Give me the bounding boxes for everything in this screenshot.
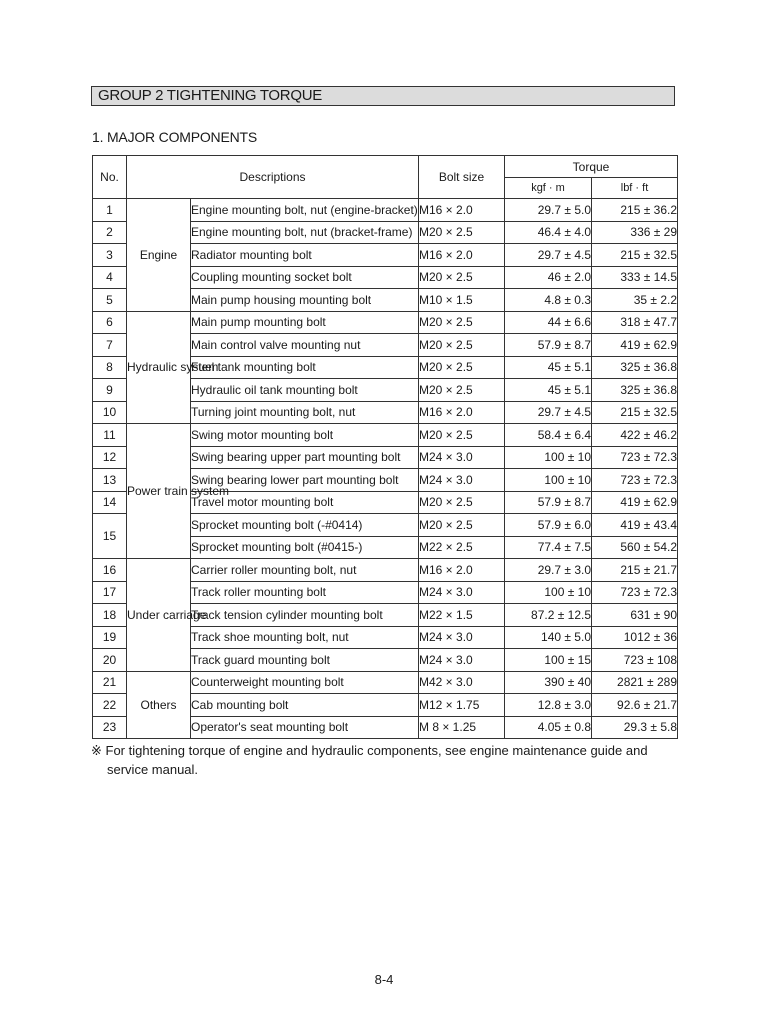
header-no: No.	[93, 156, 127, 199]
cell-torque-lbf: 723 ± 108	[592, 649, 678, 672]
section-title: 1. MAJOR COMPONENTS	[92, 129, 257, 145]
cell-torque-lbf: 318 ± 47.7	[592, 311, 678, 334]
cell-no: 17	[93, 581, 127, 604]
header-kgf: kgf · m	[505, 178, 592, 199]
cell-torque-kgf: 100 ± 10	[505, 469, 592, 492]
cell-no: 9	[93, 379, 127, 402]
cell-bolt-size: M20 × 2.5	[419, 424, 505, 447]
cell-torque-lbf: 723 ± 72.3	[592, 446, 678, 469]
cell-torque-lbf: 419 ± 62.9	[592, 334, 678, 357]
cell-torque-lbf: 2821 ± 289	[592, 671, 678, 694]
cell-no: 20	[93, 649, 127, 672]
cell-no: 18	[93, 604, 127, 627]
cell-no: 8	[93, 356, 127, 379]
cell-no: 10	[93, 401, 127, 424]
cell-torque-kgf: 140 ± 5.0	[505, 626, 592, 649]
cell-group: Engine	[127, 199, 191, 312]
cell-description: Main pump mounting bolt	[191, 311, 419, 334]
cell-description: Radiator mounting bolt	[191, 244, 419, 267]
table-row	[93, 559, 678, 582]
cell-group: Under carriage	[127, 559, 191, 672]
cell-no: 21	[93, 671, 127, 694]
page-number: 8-4	[374, 972, 394, 987]
cell-bolt-size: M42 × 3.0	[419, 671, 505, 694]
cell-torque-kgf: 100 ± 10	[505, 581, 592, 604]
cell-torque-lbf: 419 ± 43.4	[592, 514, 678, 537]
cell-bolt-size: M22 × 2.5	[419, 536, 505, 559]
cell-torque-kgf: 46 ± 2.0	[505, 266, 592, 289]
cell-description: Engine mounting bolt, nut (bracket-frame)	[191, 221, 419, 244]
cell-torque-lbf: 1012 ± 36	[592, 626, 678, 649]
cell-torque-lbf: 422 ± 46.2	[592, 424, 678, 447]
cell-torque-kgf: 100 ± 15	[505, 649, 592, 672]
cell-description: Travel motor mounting bolt	[191, 491, 419, 514]
cell-no: 7	[93, 334, 127, 357]
cell-torque-lbf: 215 ± 32.5	[592, 244, 678, 267]
table-row	[93, 424, 678, 447]
cell-torque-lbf: 723 ± 72.3	[592, 469, 678, 492]
cell-torque-kgf: 57.9 ± 6.0	[505, 514, 592, 537]
cell-torque-lbf: 333 ± 14.5	[592, 266, 678, 289]
cell-torque-kgf: 390 ± 40	[505, 671, 592, 694]
cell-no: 3	[93, 244, 127, 267]
footnote	[91, 741, 677, 779]
cell-bolt-size: M16 × 2.0	[419, 401, 505, 424]
cell-bolt-size: M24 × 3.0	[419, 649, 505, 672]
cell-torque-lbf: 215 ± 32.5	[592, 401, 678, 424]
cell-bolt-size: M24 × 3.0	[419, 469, 505, 492]
header-descriptions: Descriptions	[127, 156, 419, 199]
table-row	[93, 199, 678, 222]
header-lbf: lbf · ft	[592, 178, 678, 199]
cell-description: Fuel tank mounting bolt	[191, 356, 419, 379]
cell-torque-kgf: 4.05 ± 0.8	[505, 716, 592, 739]
cell-no: 11	[93, 424, 127, 447]
cell-description: Sprocket mounting bolt (-#0414)	[191, 514, 419, 537]
cell-bolt-size: M24 × 3.0	[419, 581, 505, 604]
cell-bolt-size: M16 × 2.0	[419, 199, 505, 222]
cell-torque-kgf: 58.4 ± 6.4	[505, 424, 592, 447]
cell-torque-lbf: 723 ± 72.3	[592, 581, 678, 604]
cell-no: 6	[93, 311, 127, 334]
cell-bolt-size: M24 × 3.0	[419, 446, 505, 469]
table-row	[93, 671, 678, 694]
cell-torque-lbf: 325 ± 36.8	[592, 379, 678, 402]
cell-torque-lbf: 631 ± 90	[592, 604, 678, 627]
cell-bolt-size: M16 × 2.0	[419, 244, 505, 267]
cell-description: Swing bearing lower part mounting bolt	[191, 469, 419, 492]
cell-torque-kgf: 29.7 ± 4.5	[505, 244, 592, 267]
cell-bolt-size: M20 × 2.5	[419, 334, 505, 357]
cell-no: 4	[93, 266, 127, 289]
cell-no: 13	[93, 469, 127, 492]
cell-torque-kgf: 87.2 ± 12.5	[505, 604, 592, 627]
cell-no: 1	[93, 199, 127, 222]
cell-description: Sprocket mounting bolt (#0415-)	[191, 536, 419, 559]
cell-torque-lbf: 215 ± 36.2	[592, 199, 678, 222]
cell-torque-kgf: 57.9 ± 8.7	[505, 334, 592, 357]
cell-description: Track tension cylinder mounting bolt	[191, 604, 419, 627]
cell-bolt-size: M20 × 2.5	[419, 356, 505, 379]
cell-torque-kgf: 45 ± 5.1	[505, 356, 592, 379]
cell-bolt-size: M24 × 3.0	[419, 626, 505, 649]
cell-torque-kgf: 29.7 ± 3.0	[505, 559, 592, 582]
cell-description: Coupling mounting socket bolt	[191, 266, 419, 289]
table-row	[93, 311, 678, 334]
cell-bolt-size: M16 × 2.0	[419, 559, 505, 582]
cell-bolt-size: M20 × 2.5	[419, 311, 505, 334]
cell-torque-lbf: 560 ± 54.2	[592, 536, 678, 559]
cell-bolt-size: M12 × 1.75	[419, 694, 505, 717]
torque-table	[92, 155, 678, 739]
cell-torque-kgf: 4.8 ± 0.3	[505, 289, 592, 312]
cell-no: 5	[93, 289, 127, 312]
cell-torque-lbf: 419 ± 62.9	[592, 491, 678, 514]
cell-description: Hydraulic oil tank mounting bolt	[191, 379, 419, 402]
cell-bolt-size: M20 × 2.5	[419, 221, 505, 244]
cell-description: Track guard mounting bolt	[191, 649, 419, 672]
group-title: GROUP 2 TIGHTENING TORQUE	[91, 86, 675, 106]
cell-torque-kgf: 77.4 ± 7.5	[505, 536, 592, 559]
cell-bolt-size: M20 × 2.5	[419, 379, 505, 402]
cell-no: 14	[93, 491, 127, 514]
cell-torque-lbf: 325 ± 36.8	[592, 356, 678, 379]
cell-no: 15	[93, 514, 127, 559]
cell-no: 12	[93, 446, 127, 469]
cell-description: Engine mounting bolt, nut (engine-bracket)	[191, 199, 419, 222]
cell-description: Cab mounting bolt	[191, 694, 419, 717]
cell-torque-kgf: 12.8 ± 3.0	[505, 694, 592, 717]
cell-bolt-size: M20 × 2.5	[419, 266, 505, 289]
cell-torque-kgf: 46.4 ± 4.0	[505, 221, 592, 244]
cell-no: 2	[93, 221, 127, 244]
cell-group: Hydraulic system	[127, 311, 191, 424]
cell-torque-kgf: 100 ± 10	[505, 446, 592, 469]
footnote-line-2: service manual.	[107, 762, 199, 777]
cell-bolt-size: M20 × 2.5	[419, 514, 505, 537]
cell-group: Power train system	[127, 424, 191, 559]
cell-description: Main control valve mounting nut	[191, 334, 419, 357]
cell-description: Counterweight mounting bolt	[191, 671, 419, 694]
cell-no: 19	[93, 626, 127, 649]
cell-torque-kgf: 57.9 ± 8.7	[505, 491, 592, 514]
cell-torque-kgf: 29.7 ± 5.0	[505, 199, 592, 222]
cell-torque-lbf: 215 ± 21.7	[592, 559, 678, 582]
cell-torque-kgf: 44 ± 6.6	[505, 311, 592, 334]
cell-no: 22	[93, 694, 127, 717]
header-torque: Torque	[505, 156, 678, 178]
table-body	[93, 199, 678, 739]
cell-description: Swing motor mounting bolt	[191, 424, 419, 447]
cell-description: Carrier roller mounting bolt, nut	[191, 559, 419, 582]
cell-description: Turning joint mounting bolt, nut	[191, 401, 419, 424]
cell-bolt-size: M10 × 1.5	[419, 289, 505, 312]
cell-bolt-size: M22 × 1.5	[419, 604, 505, 627]
cell-description: Operator's seat mounting bolt	[191, 716, 419, 739]
footnote-line-1: ※ For tightening torque of engine and hydraulic components, see engine maintenance guide and	[91, 743, 648, 758]
cell-torque-kgf: 29.7 ± 4.5	[505, 401, 592, 424]
cell-description: Track roller mounting bolt	[191, 581, 419, 604]
cell-group: Others	[127, 671, 191, 739]
cell-no: 16	[93, 559, 127, 582]
cell-torque-lbf: 29.3 ± 5.8	[592, 716, 678, 739]
cell-bolt-size: M20 × 2.5	[419, 491, 505, 514]
cell-torque-lbf: 35 ± 2.2	[592, 289, 678, 312]
cell-no: 23	[93, 716, 127, 739]
cell-description: Swing bearing upper part mounting bolt	[191, 446, 419, 469]
header-bolt-size: Bolt size	[419, 156, 505, 199]
cell-bolt-size: M 8 × 1.25	[419, 716, 505, 739]
cell-description: Track shoe mounting bolt, nut	[191, 626, 419, 649]
cell-torque-kgf: 45 ± 5.1	[505, 379, 592, 402]
cell-description: Main pump housing mounting bolt	[191, 289, 419, 312]
cell-torque-lbf: 92.6 ± 21.7	[592, 694, 678, 717]
cell-torque-lbf: 336 ± 29	[592, 221, 678, 244]
